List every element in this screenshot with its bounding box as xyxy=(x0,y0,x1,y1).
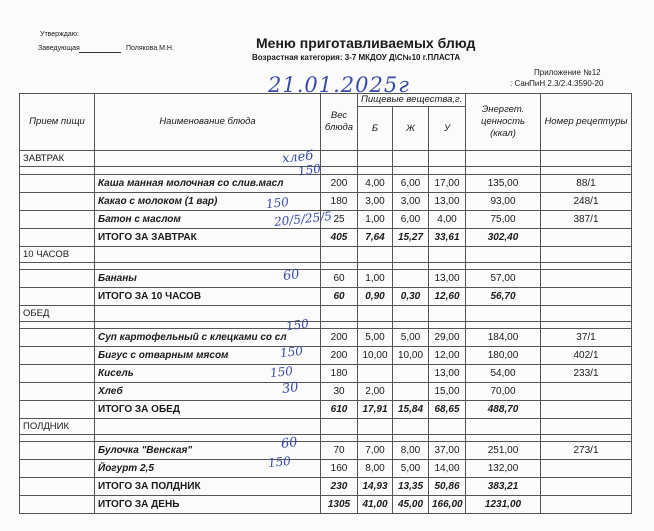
header-nutrients: Пищевые вещества,г. xyxy=(358,94,466,107)
handwriting-7: 150 xyxy=(279,343,304,361)
head-label: Заведующая xyxy=(38,45,80,52)
signature-line xyxy=(79,52,121,53)
handwriting-6: 150 xyxy=(285,316,310,334)
table-row: Бананы 60 1,00 13,00 57,00 xyxy=(20,270,632,288)
page-subtitle: Возрастная категория: 3-7 МКДОУ Д\С№10 г.ПЛАСТА xyxy=(252,53,461,62)
header-dish: Наименование блюда xyxy=(95,94,321,151)
handwritten-date: 21.01.2025г xyxy=(268,73,410,97)
header-protein: Б xyxy=(358,107,393,151)
table-row: Каша манная молочная со слив.масл 200 4,00 6,00 17,00 135,00 88/1 xyxy=(20,175,632,193)
header-weight: Вес блюда xyxy=(321,94,358,151)
handwriting-3: 150 xyxy=(265,194,290,212)
sanpin-label: : СанПиН 2.3/2.4.3590-20 xyxy=(510,79,604,88)
table-row: ИТОГО ЗА ОБЕД 610 17,91 15,84 68,65 488,70 xyxy=(20,401,632,419)
approve-label: Утверждаю: xyxy=(40,31,79,38)
table-row: Бигус с отварным мясом 200 10,00 10,00 12,00 180,00 402/1 xyxy=(20,347,632,365)
head-name: Полякова М.Н. xyxy=(126,45,174,52)
handwriting-5: 60 xyxy=(282,266,301,285)
table-row: Кисель 180 13,00 54,00 233/1 xyxy=(20,365,632,383)
page-title: Меню приготавливаемых блюд xyxy=(256,35,476,51)
table-row: Батон с маслом 25 1,00 6,00 4,00 75,00 387/1 xyxy=(20,211,632,229)
table-row: Какао с молоком (1 вар) 180 3,00 3,00 13,00 93,00 248/1 xyxy=(20,193,632,211)
section-snack: ПОЛДНИК xyxy=(20,419,95,435)
header-carbs: У xyxy=(429,107,466,151)
table-row: ИТОГО ЗА 10 ЧАСОВ 60 0,90 0,30 12,60 56,70 xyxy=(20,288,632,306)
handwriting-11: 150 xyxy=(267,453,292,471)
table-row: ИТОГО ЗА ЗАВТРАК 405 7,64 15,27 33,61 302,40 xyxy=(20,229,632,247)
section-lunch: ОБЕД xyxy=(20,306,95,322)
appendix-label: Приложение №12 xyxy=(534,68,601,77)
handwriting-4: 20/5/25/5 xyxy=(273,209,333,229)
handwriting-1: хлеб xyxy=(281,148,314,167)
table-row: Йогурт 2,5 160 8,00 5,00 14,00 132,00 xyxy=(20,460,632,478)
table-row: Хлеб 30 2,00 15,00 70,00 xyxy=(20,383,632,401)
section-breakfast: ЗАВТРАК xyxy=(20,151,95,167)
table-row: Булочка "Венская" 70 7,00 8,00 37,00 251,00 273/1 xyxy=(20,442,632,460)
table-row: ИТОГО ЗА ПОЛДНИК 230 14,93 13,35 50,86 383,21 xyxy=(20,478,632,496)
header-energy: Энергет. ценность (ккал) xyxy=(466,94,541,151)
header-meal: Прием пищи xyxy=(20,94,95,151)
handwriting-2: 150 xyxy=(297,161,322,179)
header-recipe: Номер рецептуры xyxy=(541,94,632,151)
section-ten: 10 ЧАСОВ xyxy=(20,247,95,263)
table-row: Суп картофельный с клецками со сл 200 5,00 5,00 29,00 184,00 37/1 xyxy=(20,329,632,347)
handwriting-10: 60 xyxy=(280,434,299,453)
handwriting-9: 30 xyxy=(281,379,300,398)
menu-table xyxy=(19,93,632,514)
header-fat: Ж xyxy=(393,107,429,151)
table-row: ИТОГО ЗА ДЕНЬ 1305 41,00 45,00 166,00 1231,00 xyxy=(20,496,632,514)
handwriting-8: 150 xyxy=(269,363,294,381)
